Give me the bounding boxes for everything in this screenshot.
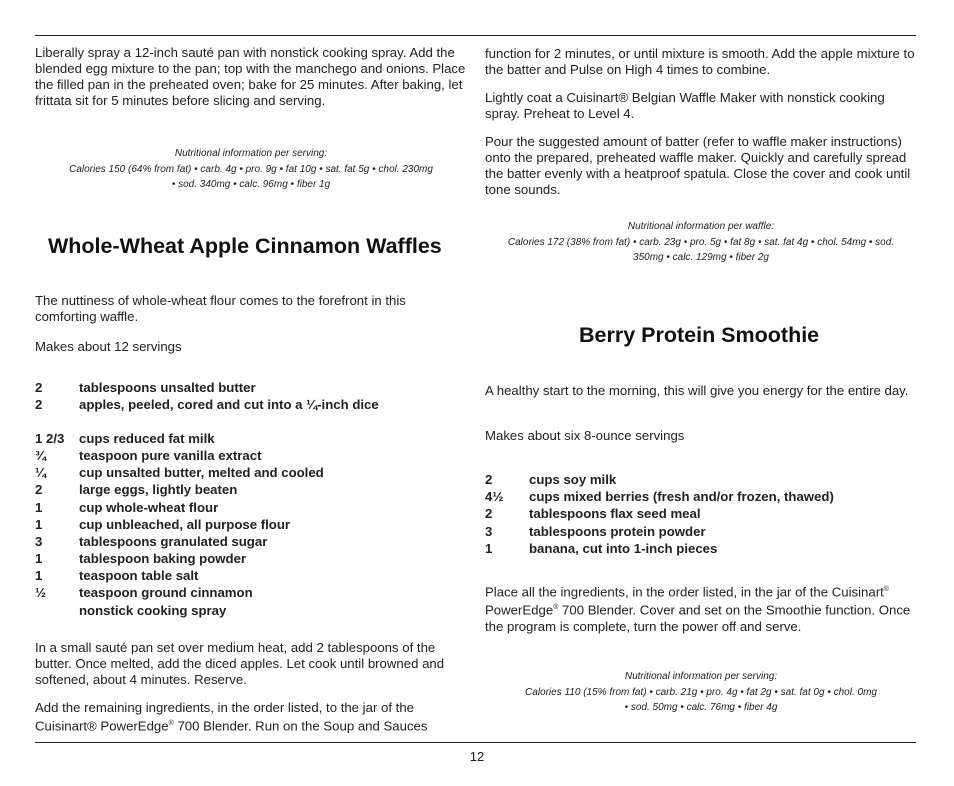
- smoothie-ingredient-list: [485, 471, 834, 557]
- ingredient-name: cups mixed berries (fresh and/or frozen, thawed): [529, 489, 834, 505]
- nutrition-line: Calories 172 (38% from fat) • carb. 23g • pro. 5g • fat 8g • sat. fat 4g • chol. 54mg • sod.: [507, 236, 895, 248]
- smoothie-nutrition: [485, 669, 917, 716]
- nutrition-line: • sod. 50mg • calc. 76mg • fiber 4g: [624, 702, 778, 714]
- ingredient-item: [485, 505, 834, 522]
- waffles-description: The nuttiness of whole-wheat flour comes to the forefront in this comforting waffle.: [35, 293, 406, 324]
- ingredient-name: banana, cut into 1-inch pieces: [529, 540, 718, 556]
- waffles-ingredient-list: [35, 379, 379, 619]
- frittata-nutrition: [35, 146, 467, 193]
- ingredient-name: tablespoons protein powder: [529, 523, 706, 539]
- ingredient-name: cups reduced fat milk: [79, 430, 215, 446]
- ingredient-item: [35, 550, 379, 567]
- ingredient-item: [485, 540, 834, 557]
- ingredient-item: [35, 602, 379, 619]
- waffles-servings: Makes about 12 servings: [35, 339, 182, 354]
- nutrition-heading: Nutritional information per serving:: [174, 148, 328, 159]
- ingredient-name: large eggs, lightly beaten: [79, 482, 238, 498]
- ingredient-quantity: ¾: [35, 447, 46, 463]
- top-rule: [35, 35, 916, 36]
- frittata-instructions: Liberally spray a 12-inch sauté pan with nonstick cooking spray. Add the blended egg mixture to the pan; top with the manchego and onions. Place the filled pan in the preheated oven; bake for 25 minutes. After baking, let frittata sit for 5 minutes before slicing and serving.: [35, 45, 466, 108]
- ingredient-quantity: 1: [35, 551, 43, 567]
- ingredient-quantity: ½: [35, 585, 46, 601]
- nutrition-line: Calories 110 (15% from fat) • carb. 21g • pro. 4g • fat 2g • sat. fat 0g • chol. 0mg: [525, 686, 877, 698]
- ingredient-quantity: 1: [35, 516, 43, 532]
- ingredient-item: [35, 481, 379, 498]
- ingredient-quantity: 2: [485, 506, 493, 522]
- ingredient-item: [485, 523, 834, 540]
- ingredient-name: teaspoon ground cinnamon: [79, 585, 253, 601]
- ingredient-item: [35, 584, 379, 601]
- ingredient-quantity: 1: [485, 540, 493, 556]
- ingredient-quantity: 2: [35, 482, 43, 498]
- ingredient-item: [35, 499, 379, 516]
- smoothie-description: A healthy start to the morning, this will give you energy for the entire day.: [485, 383, 909, 398]
- ingredient-quantity: 1 2/3: [35, 430, 65, 446]
- ingredient-name: cups soy milk: [529, 472, 617, 487]
- ingredient-quantity: 2: [35, 397, 43, 413]
- ingredient-item: [35, 379, 379, 396]
- ingredient-item: [35, 567, 379, 584]
- ingredient-group-spacer: [35, 413, 379, 429]
- ingredient-quantity: ¼: [35, 465, 46, 481]
- ingredient-name: tablespoons unsalted butter: [79, 380, 256, 395]
- waffles-step-4: Pour the suggested amount of batter (refer to waffle maker instructions) onto the prepared, preheated waffle maker. Quickly and carefully spread the batter evenly with a heatproof spatula. Close the cover and cook until tone sounds.: [485, 134, 911, 197]
- nutrition-line: Calories 150 (64% from fat) • carb. 4g • pro. 9g • fat 10g • sat. fat 5g • chol. 230mg: [69, 163, 433, 175]
- ingredient-item: [35, 516, 379, 533]
- ingredient-name: teaspoon pure vanilla extract: [79, 447, 262, 463]
- nutrition-heading: Nutritional information per serving:: [624, 671, 778, 682]
- ingredient-quantity: 2: [35, 380, 43, 395]
- ingredient-name: tablespoons granulated sugar: [79, 533, 268, 549]
- ingredient-name: cup unsalted butter, melted and cooled: [79, 465, 324, 481]
- ingredient-quantity: 1: [35, 568, 43, 584]
- ingredient-item: [35, 430, 379, 447]
- ingredient-name: cup whole-wheat flour: [79, 499, 219, 515]
- waffles-step-2-continued: function for 2 minutes, or until mixture is smooth. Add the apple mixture to the batter and Pulse on High 4 times to combine.: [485, 46, 915, 77]
- ingredient-name: apples, peeled, cored and cut into a ¼-inch dice: [79, 397, 379, 413]
- ingredient-item: [35, 447, 379, 464]
- ingredient-quantity: 3: [485, 523, 493, 539]
- ingredient-item: [485, 471, 834, 488]
- ingredient-name: tablespoon baking powder: [79, 551, 247, 567]
- page-number: 12: [469, 749, 485, 764]
- smoothie-method: Place all the ingredients, in the order listed, in the jar of the Cuisinart® PowerEdge® 700 Blender. Cover and set on the Smoothie function. Once the program is complete, turn the power off and serve.: [485, 584, 911, 634]
- ingredient-item: [485, 488, 834, 505]
- nutrition-line: 350mg • calc. 129mg • fiber 2g: [633, 252, 769, 264]
- ingredient-name: teaspoon table salt: [79, 568, 199, 584]
- waffles-step-3: Lightly coat a Cuisinart® Belgian Waffle Maker with nonstick cooking spray. Preheat to Level 4.: [485, 90, 885, 121]
- ingredient-quantity: 4½: [485, 489, 504, 505]
- ingredient-quantity: 1: [35, 499, 43, 515]
- ingredient-quantity: 2: [485, 472, 493, 487]
- waffles-recipe-title: Whole-Wheat Apple Cinnamon Waffles: [48, 234, 442, 258]
- bottom-rule: [35, 742, 916, 743]
- waffles-step-1: In a small sauté pan set over medium heat, add 2 tablespoons of the butter. Once melted, add the diced apples. Let cook until browned and softened, about 4 minutes. Reserve.: [35, 640, 445, 687]
- ingredient-name: nonstick cooking spray: [79, 602, 227, 618]
- smoothie-servings: Makes about six 8-ounce servings: [485, 428, 685, 443]
- waffles-step-2: Add the remaining ingredients, in the order listed, to the jar of the Cuisinart® PowerEdge® 700 Blender. Run on the Soup and Sauces: [35, 700, 428, 734]
- ingredient-name: tablespoons flax seed meal: [529, 506, 701, 522]
- ingredient-name: cup unbleached, all purpose flour: [79, 516, 291, 532]
- ingredient-item: [35, 396, 379, 413]
- smoothie-recipe-title: Berry Protein Smoothie: [579, 323, 820, 347]
- ingredient-quantity: 3: [35, 533, 43, 549]
- nutrition-heading: Nutritional information per waffle:: [627, 221, 775, 232]
- nutrition-line: • sod. 340mg • calc. 96mg • fiber 1g: [171, 179, 331, 191]
- ingredient-item: [35, 464, 379, 481]
- waffles-nutrition: [485, 219, 917, 266]
- ingredient-item: [35, 533, 379, 550]
